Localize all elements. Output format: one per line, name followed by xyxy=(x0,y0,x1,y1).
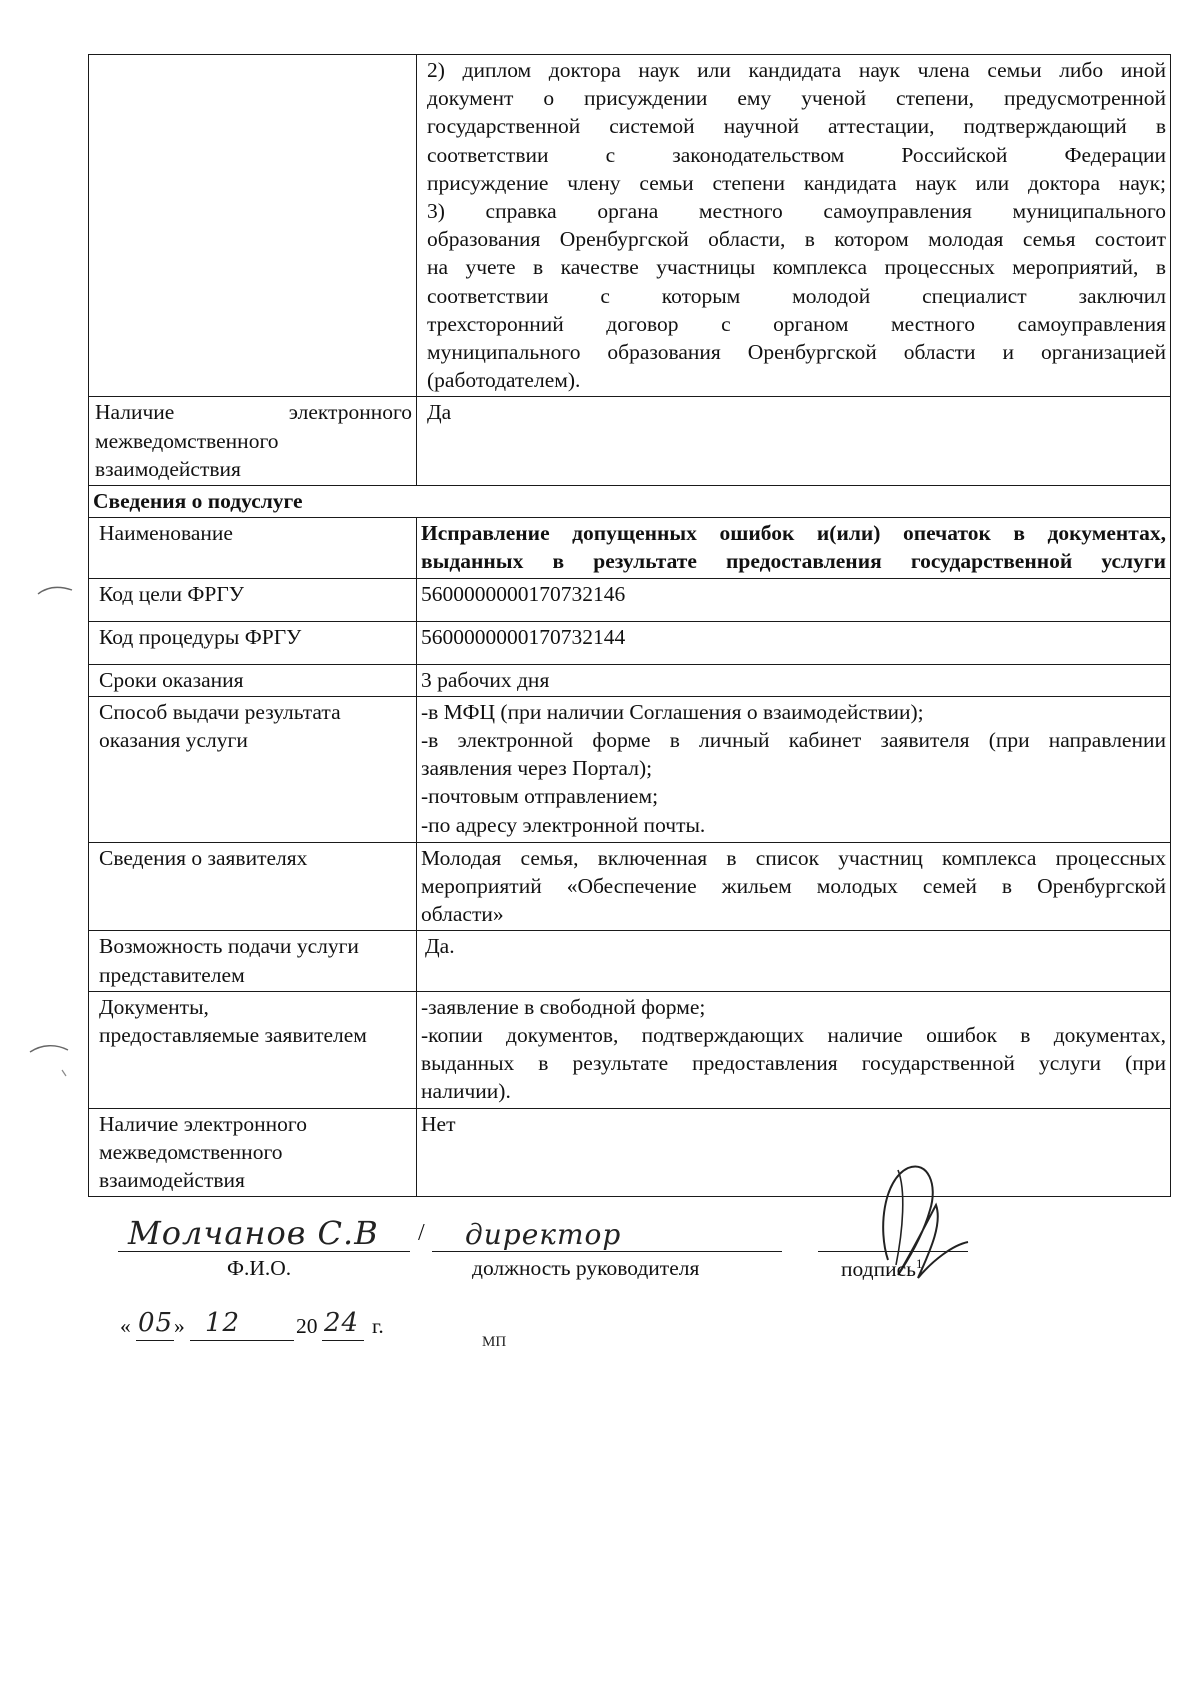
representative-value: Да. xyxy=(425,934,455,959)
label-line: взаимодействия xyxy=(99,1168,245,1193)
applicants-line: области» xyxy=(421,902,504,927)
position-caption: должность руководителя xyxy=(472,1256,700,1280)
table-row xyxy=(89,55,1171,397)
footnote-mark: 1 xyxy=(915,1256,923,1271)
goal-code-value: 5600000000170732146 xyxy=(421,581,626,606)
scan-mark xyxy=(36,584,76,596)
text-line: 3) справка органа местного самоуправления муниципального xyxy=(427,199,1166,224)
table-row xyxy=(89,991,1171,1108)
table-row xyxy=(89,397,1171,486)
interaction-value: Нет xyxy=(421,1111,456,1136)
row-value xyxy=(417,991,1171,1108)
text-line: документ о присуждении ему ученой степени, предусмотренной xyxy=(427,86,1166,111)
text-line: присуждение члену семьи степени кандидата наук или доктора наук; xyxy=(427,170,1166,195)
text-line: на учете в качестве участницы комплекса процессных мероприятий, в xyxy=(427,255,1166,280)
label-text: Сроки оказания xyxy=(99,667,244,692)
table-row xyxy=(89,621,1171,664)
date-close-quote: » xyxy=(174,1314,185,1338)
date-open-quote: « xyxy=(120,1314,131,1338)
documents-line: -заявление в свободной форме; xyxy=(421,994,706,1019)
row-label xyxy=(89,664,417,696)
label-line: Возможность подачи услуги xyxy=(99,934,359,959)
table-row xyxy=(89,842,1171,931)
row-label xyxy=(89,397,417,486)
sign-caption-text: подпись xyxy=(841,1257,916,1282)
delivery-line: -почтовым отправлением; xyxy=(421,784,659,809)
table-row xyxy=(89,931,1171,991)
stamp-place-label: МП xyxy=(482,1334,507,1350)
scan-mark xyxy=(28,1040,72,1080)
row-value xyxy=(417,664,1171,696)
row-label xyxy=(89,696,417,842)
date-day: 05 xyxy=(138,1308,174,1338)
row-value xyxy=(417,1108,1171,1197)
date-year-unit: г. xyxy=(372,1314,384,1338)
section-title: Сведения о подуслуге xyxy=(93,489,303,514)
row-value xyxy=(417,696,1171,842)
text-line: соответствии с которым молодой специалист заключил xyxy=(427,283,1166,308)
row-label xyxy=(89,518,417,578)
date-month-underline xyxy=(190,1340,294,1341)
row-value xyxy=(417,621,1171,664)
row-label xyxy=(89,991,417,1108)
applicants-line: Молодая семья, включенная в список участниц комплекса процессных xyxy=(421,845,1166,870)
separator-slash: / xyxy=(418,1220,425,1246)
subservice-name-line: выданных в результате предоставления государственной услуги xyxy=(421,549,1166,574)
documents-line: наличии). xyxy=(421,1079,511,1104)
text-line: соответствии с законодательством Российской Федерации xyxy=(427,142,1166,167)
label-text: Наименование xyxy=(99,521,233,546)
label-line: представителем xyxy=(99,962,245,987)
label-line: межведомственного xyxy=(95,428,279,453)
row-value xyxy=(417,397,1171,486)
text-line: 2) диплом доктора наук или кандидата наук члена семьи либо иной xyxy=(427,58,1166,82)
date-year-underline xyxy=(322,1340,364,1341)
row-label xyxy=(89,931,417,991)
row-value xyxy=(417,842,1171,931)
text-line: государственной системой научной аттестации, подтверждающий в xyxy=(427,114,1166,139)
date-year-suffix: 24 xyxy=(324,1308,360,1338)
interaction-value: Да xyxy=(427,400,452,425)
label-line: Способ выдачи результата xyxy=(99,699,341,724)
label-line: Документы, xyxy=(99,994,209,1019)
table-row xyxy=(89,664,1171,696)
text-line: (работодателем). xyxy=(427,368,581,393)
row-label xyxy=(89,621,417,664)
row-value xyxy=(417,518,1171,578)
table-row xyxy=(89,1108,1171,1197)
label-text: Код процедуры ФРГУ xyxy=(99,624,302,649)
position-underline xyxy=(432,1251,782,1252)
sign-caption xyxy=(841,1256,922,1282)
label-line: Наличие электронного xyxy=(95,400,412,425)
subservice-name-line: Исправление допущенных ошибок и(или) опечаток в документах, xyxy=(421,521,1166,546)
procedure-code-value: 5600000000170732144 xyxy=(421,624,626,649)
row-label xyxy=(89,1108,417,1197)
delivery-line: -в МФЦ (при наличии Соглашения о взаимодействии); xyxy=(421,699,924,724)
row-label xyxy=(89,842,417,931)
service-info-table xyxy=(88,54,1171,1197)
section-header xyxy=(89,486,1171,518)
text-line: муниципального образования Оренбургской области и организацией xyxy=(427,340,1166,365)
applicants-line: мероприятий «Обеспечение жильем молодых семей в Оренбургской xyxy=(421,874,1166,899)
date-month: 12 xyxy=(205,1308,241,1338)
table-row xyxy=(89,518,1171,578)
text-line: образования Оренбургской области, в котором молодая семья состоит xyxy=(427,227,1166,252)
date-year-prefix: 20 xyxy=(296,1314,318,1338)
label-line: взаимодействия xyxy=(95,456,241,481)
row-value xyxy=(417,578,1171,621)
date-day-underline xyxy=(136,1340,174,1341)
label-line: межведомственного xyxy=(99,1139,283,1164)
label-text: Сведения о заявителях xyxy=(99,845,308,870)
empty-label-cell xyxy=(89,55,417,397)
label-line: предоставляемые заявителем xyxy=(99,1023,367,1048)
row-value xyxy=(417,931,1171,991)
documents-line: -копии документов, подтверждающих наличие ошибок в документах, xyxy=(421,1023,1166,1048)
label-line: Наличие электронного xyxy=(99,1111,307,1136)
table-row xyxy=(89,578,1171,621)
fio-caption: Ф.И.О. xyxy=(227,1256,292,1280)
handwritten-fio: Молчанов С.В xyxy=(128,1214,379,1252)
fio-underline xyxy=(118,1251,410,1252)
label-line: оказания услуги xyxy=(99,728,248,753)
terms-value: 3 рабочих дня xyxy=(421,667,550,692)
documents-line: выданных в результате предоставления государственной услуги (при xyxy=(421,1051,1166,1076)
table-row xyxy=(89,486,1171,518)
required-documents-cell xyxy=(417,55,1171,397)
row-label xyxy=(89,578,417,621)
delivery-line: -по адресу электронной почты. xyxy=(421,812,706,837)
label-text: Код цели ФРГУ xyxy=(99,581,244,606)
delivery-line: заявления через Портал); xyxy=(421,756,653,781)
text-line: трехсторонний договор с органом местного самоуправления xyxy=(427,311,1166,336)
handwritten-position: директор xyxy=(465,1218,622,1251)
delivery-line: -в электронной форме в личный кабинет заявителя (при направлении xyxy=(421,728,1166,753)
table-row xyxy=(89,696,1171,842)
